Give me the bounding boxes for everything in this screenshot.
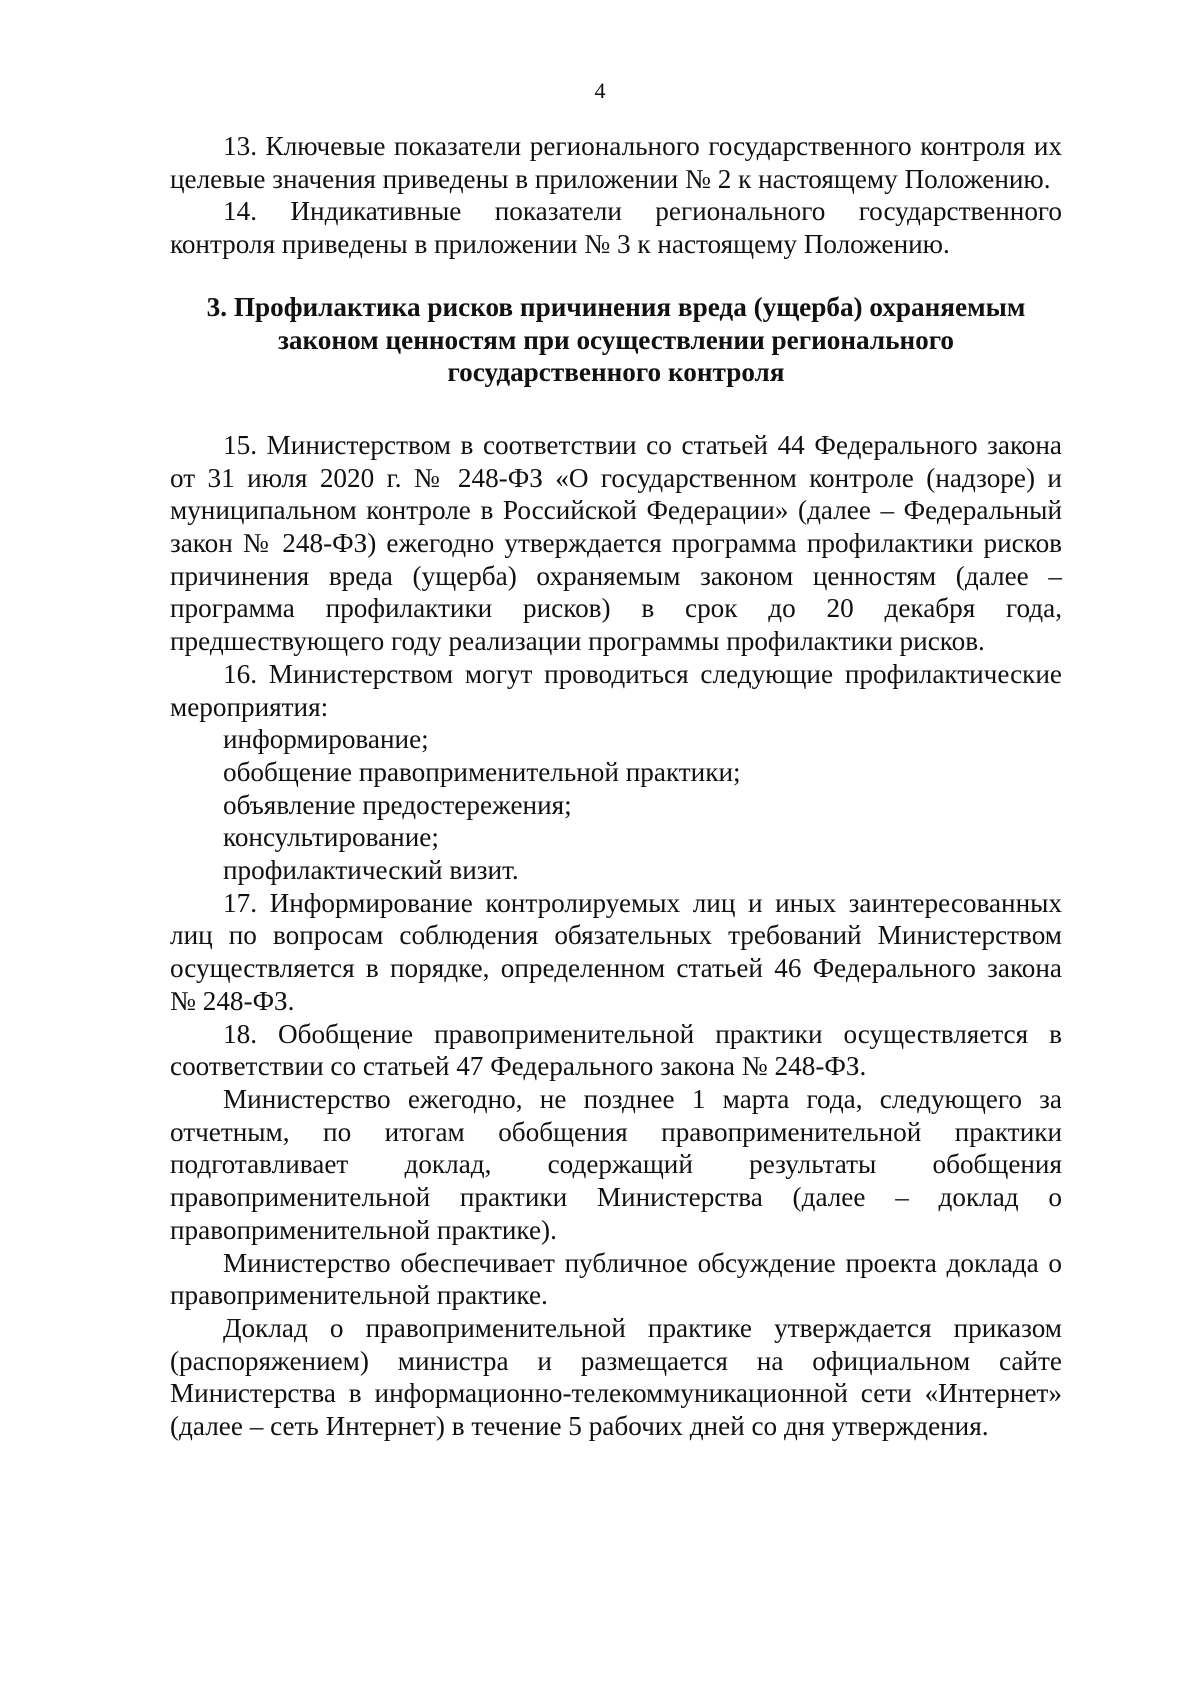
paragraph-14: 14. Индикативные показатели регионального государственного контроля приведены в приложении № 3 к настоящему Положению. [170,196,1062,260]
list-item: консультирование; [223,822,439,853]
paragraph-18-report: Министерство ежегодно, не позднее 1 марта года, следующего за отчетным, по итогам обобщения правоприменительной практики подготавливает доклад, содержащий результаты обобщения правоприменительной практики Министерства (далее – доклад о правоприменительной практике). [170,1083,1062,1245]
paragraph-18-approval: Доклад о правоприменительной практике утверждается приказом (распоряжением) министра и размещается на официальном сайте Министерства в информационно-телекоммуникационной сети «Интернет» (далее – сеть Интернет) в течение 5 рабочих дней со дня утверждения. [170,1312,1062,1442]
list-item: обобщение правоприменительной практики; [223,756,741,787]
section-heading-line: 3. Профилактика рисков причинения вреда (ущерба) охраняемым [206,291,1026,322]
paragraph-16: 16. Министерством могут проводиться следующие профилактические мероприятия: [170,658,1062,722]
list-item: информирование; [223,724,429,755]
paragraph-18-discussion: Министерство обеспечивает публичное обсуждение проекта доклада о правоприменительной практике. [170,1247,1062,1311]
page-number: 4 [594,78,606,103]
document-body [170,130,1062,1443]
paragraph-18: 18. Обобщение правоприменительной практики осуществляется в соответствии со статьей 47 Федерального закона № 248-ФЗ. [170,1018,1062,1082]
section-3-heading [170,291,1062,389]
paragraph-15: 15. Министерством в соответствии со статьей 44 Федерального закона от 31 июля 2020 г. № 248-ФЗ «О государственном контроле (надзоре) и муниципальном контроле в Российской Федерации» (далее – Федеральный закон № 248-ФЗ) ежегодно утверждается программа профилактики рисков причинения вреда (ущерба) охраняемым законом ценностям (далее – программа профилактики рисков) в срок до 20 декабря года, предшествующего году реализации программы профилактики рисков. [170,429,1062,657]
section-heading-line: законом ценностям при осуществлении регионального [277,324,954,355]
list-item: объявление предостережения; [223,789,572,820]
section-heading-line: государственного контроля [447,357,785,388]
paragraph-17: 17. Информирование контролируемых лиц и иных заинтересованных лиц по вопросам соблюдения обязательных требований Министерством осуществляется в порядке, определенном статьей 46 Федерального закона № 248-ФЗ. [170,887,1062,1016]
list-item: профилактический визит. [223,855,519,886]
paragraph-13: 13. Ключевые показатели регионального государственного контроля их целевые значения приведены в приложении № 2 к настоящему Положению. [170,131,1062,194]
